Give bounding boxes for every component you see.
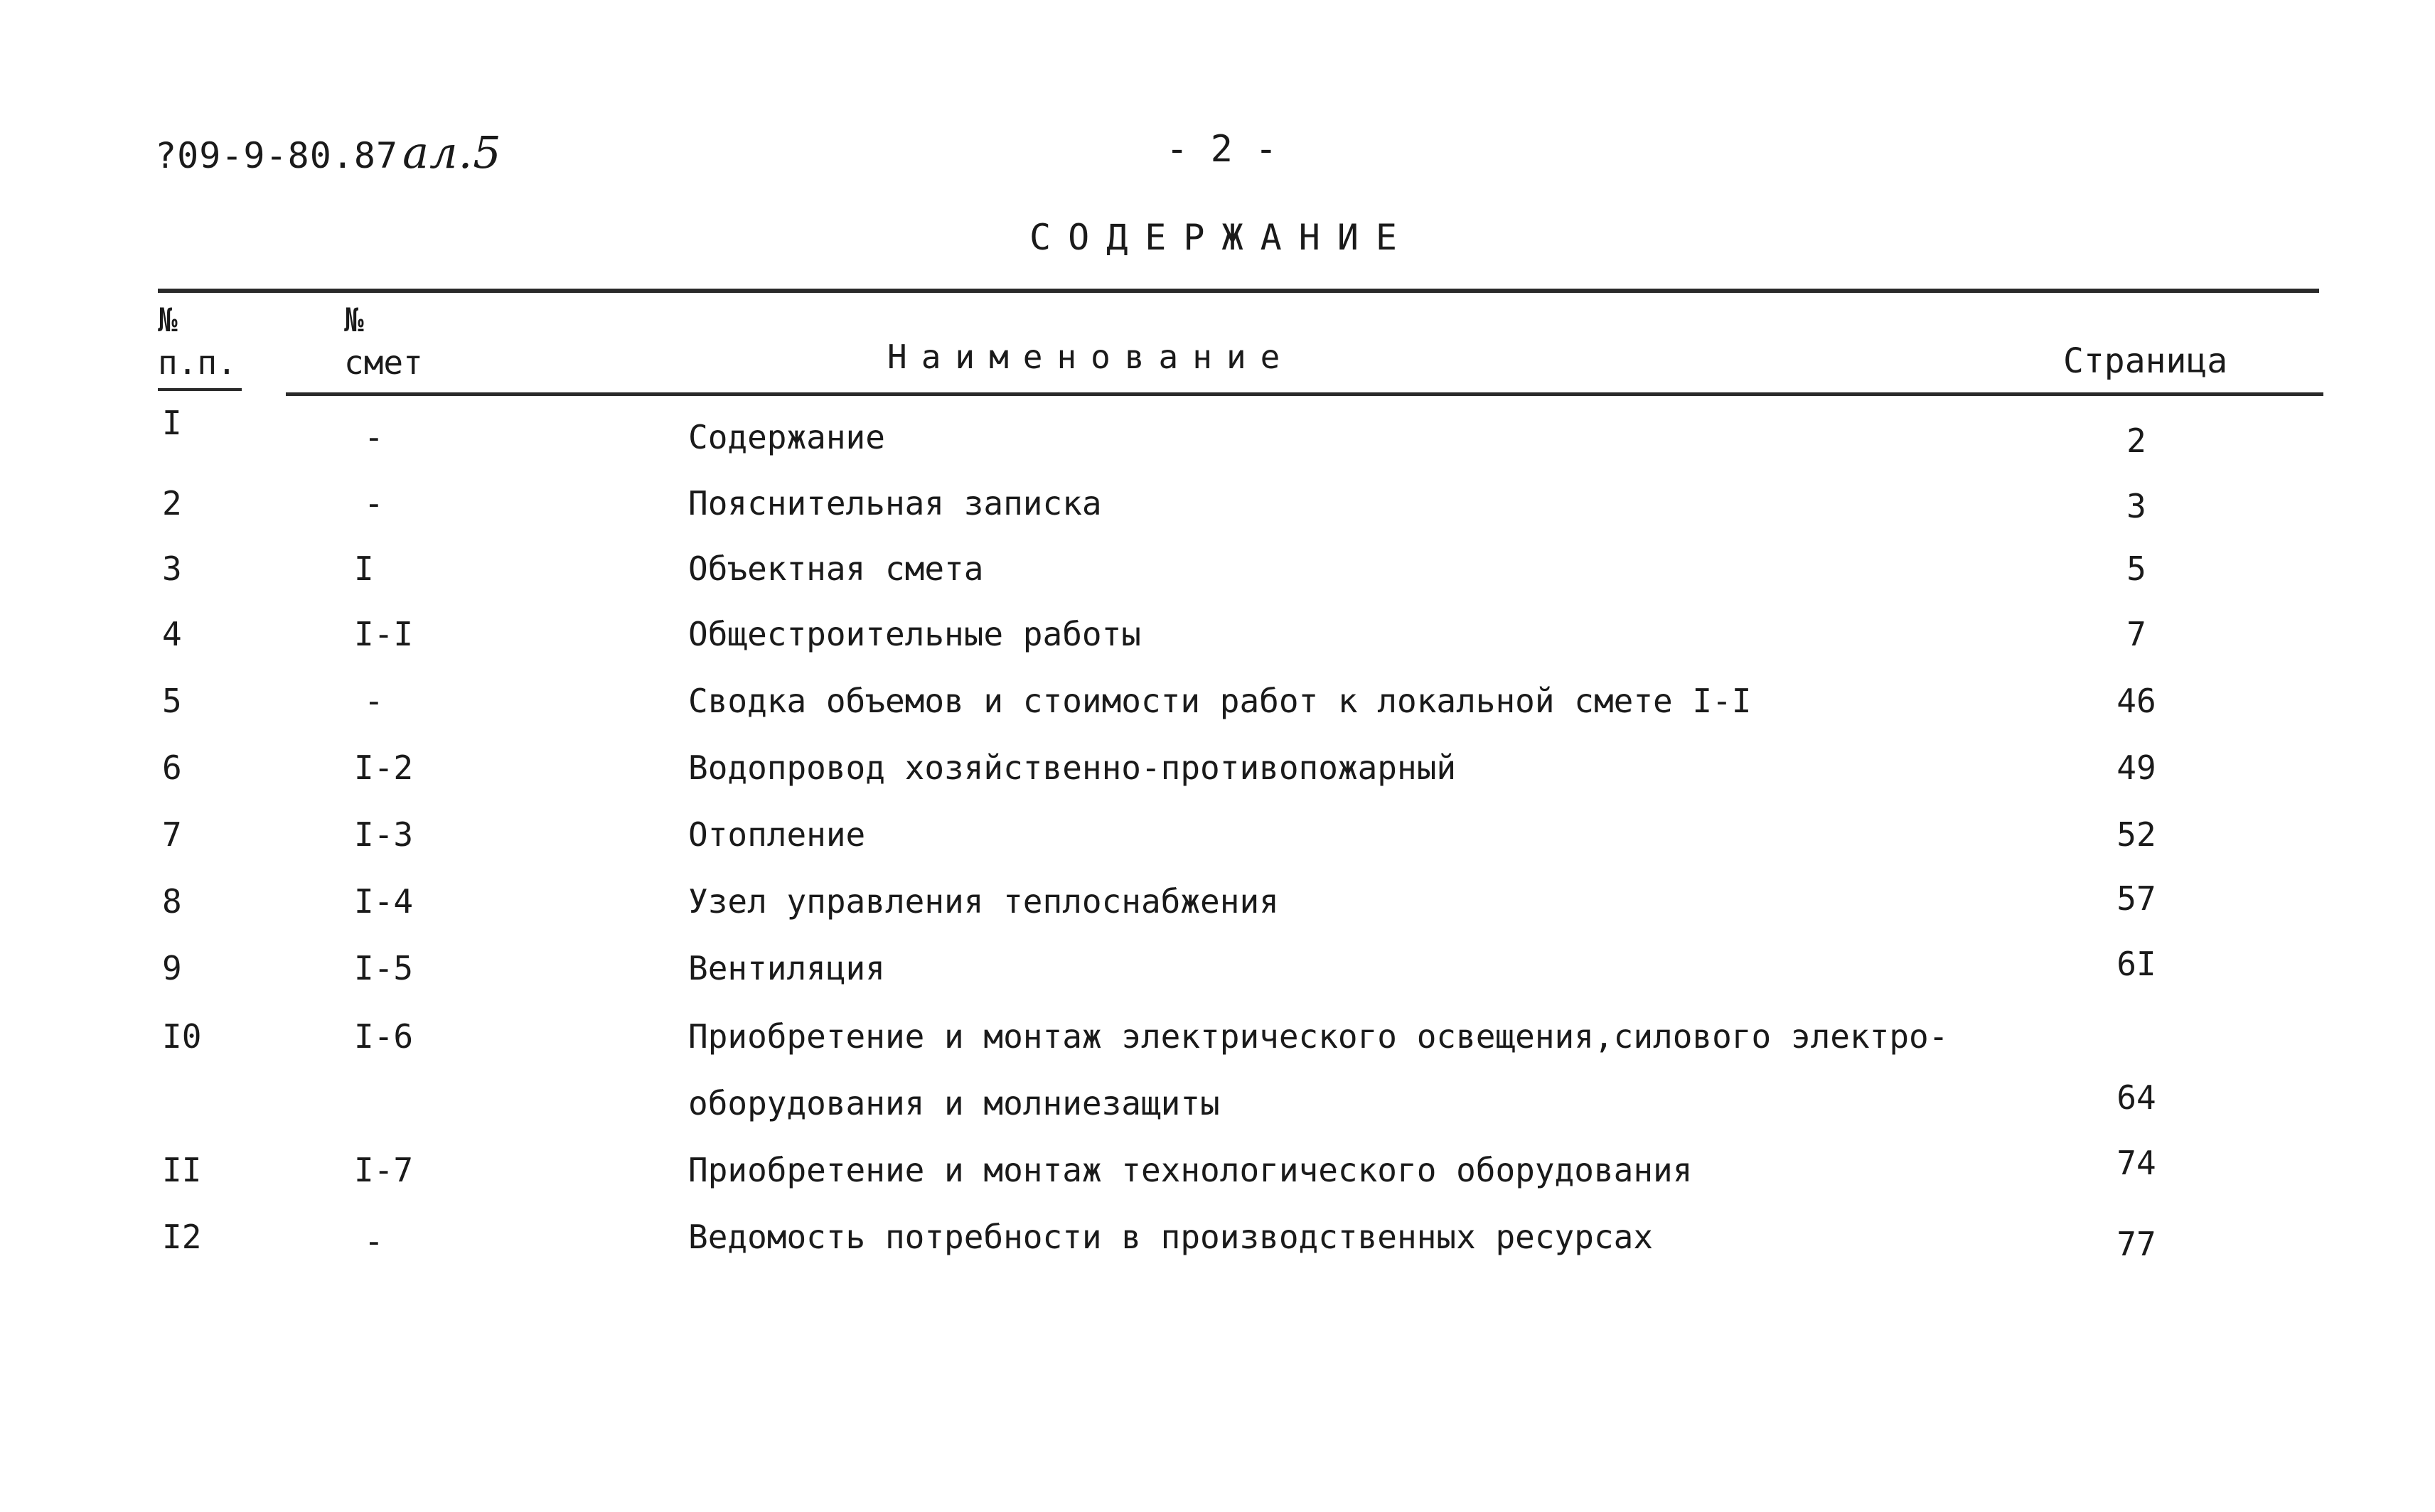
- row-page: 2: [2126, 422, 2146, 460]
- row-estimate: I-6: [354, 1017, 414, 1056]
- row-page: 64: [2116, 1078, 2156, 1117]
- column-header-estimate-sign: №: [344, 301, 364, 339]
- row-page: 3: [2126, 487, 2146, 525]
- row-page: 49: [2116, 749, 2156, 787]
- row-page: 74: [2116, 1144, 2156, 1182]
- row-page: 5: [2126, 549, 2146, 588]
- row-estimate: I-I: [354, 615, 414, 653]
- row-page: 77: [2116, 1225, 2156, 1263]
- header-rule-left: [158, 388, 242, 391]
- row-page: 57: [2116, 879, 2156, 918]
- doc-code-typed: ?09-9-80.87: [155, 135, 399, 176]
- page-title: СОДЕРЖАНИЕ: [1029, 217, 1415, 258]
- row-name: Пояснительная записка: [688, 484, 1102, 522]
- column-header-number-label: п.п.: [158, 343, 237, 382]
- page-number: - 2 -: [1166, 128, 1278, 171]
- row-number: I: [162, 404, 182, 442]
- row-name: Приобретение и монтаж технологического оборудования: [688, 1151, 1693, 1189]
- header-rule-main: [286, 392, 2323, 396]
- column-header-number: [158, 299, 237, 384]
- row-number: 4: [162, 615, 182, 653]
- row-page: 6I: [2116, 945, 2156, 983]
- row-number: 7: [162, 815, 182, 854]
- row-page: 46: [2116, 682, 2156, 720]
- row-name: Приобретение и монтаж электрического освещения,силового электро-: [688, 1017, 1949, 1056]
- row-estimate: I-2: [354, 749, 414, 787]
- row-estimate: -: [364, 418, 384, 456]
- column-header-page: Страница: [2063, 341, 2228, 381]
- row-name: Общестроительные работы: [688, 615, 1141, 653]
- row-name: Содержание: [688, 418, 885, 456]
- row-name: Объектная смета: [688, 549, 984, 588]
- row-name: Сводка объемов и стоимости работ к локальной смете I-I: [688, 682, 1752, 720]
- row-estimate: -: [364, 1222, 384, 1260]
- column-header-estimate-label: смет: [344, 343, 423, 382]
- row-name: Узел управления теплоснабжения: [688, 882, 1279, 921]
- row-number: 3: [162, 549, 182, 588]
- row-number: II: [162, 1151, 202, 1189]
- row-page: 52: [2116, 815, 2156, 854]
- column-header-number-sign: №: [158, 301, 178, 339]
- row-estimate: I-5: [354, 949, 414, 987]
- row-number: 9: [162, 949, 182, 987]
- column-header-estimate: [344, 299, 423, 384]
- row-number: 6: [162, 749, 182, 787]
- row-name-continuation: оборудования и молниезащиты: [688, 1084, 1220, 1122]
- row-number: 2: [162, 484, 182, 522]
- doc-code-handwritten: ал.5: [402, 127, 502, 178]
- row-estimate: I-3: [354, 815, 414, 854]
- column-header-name: Наименование: [887, 338, 1295, 376]
- table-top-rule: [158, 289, 2319, 293]
- row-estimate: I-7: [354, 1151, 414, 1189]
- row-name: Ведомость потребности в производственных ресурсах: [688, 1218, 1654, 1256]
- row-estimate: I-4: [354, 882, 414, 921]
- row-name: Вентиляция: [688, 949, 885, 987]
- row-estimate: -: [364, 682, 384, 720]
- row-page: 7: [2126, 615, 2146, 653]
- row-estimate: I: [354, 549, 374, 588]
- row-name: Отопление: [688, 815, 866, 854]
- row-number: 8: [162, 882, 182, 921]
- document-code: [155, 127, 502, 178]
- row-estimate: -: [364, 484, 384, 522]
- row-number: 5: [162, 682, 182, 720]
- row-number: I0: [162, 1017, 202, 1056]
- row-number: I2: [162, 1218, 202, 1256]
- row-name: Водопровод хозяйственно-противопожарный: [688, 749, 1457, 787]
